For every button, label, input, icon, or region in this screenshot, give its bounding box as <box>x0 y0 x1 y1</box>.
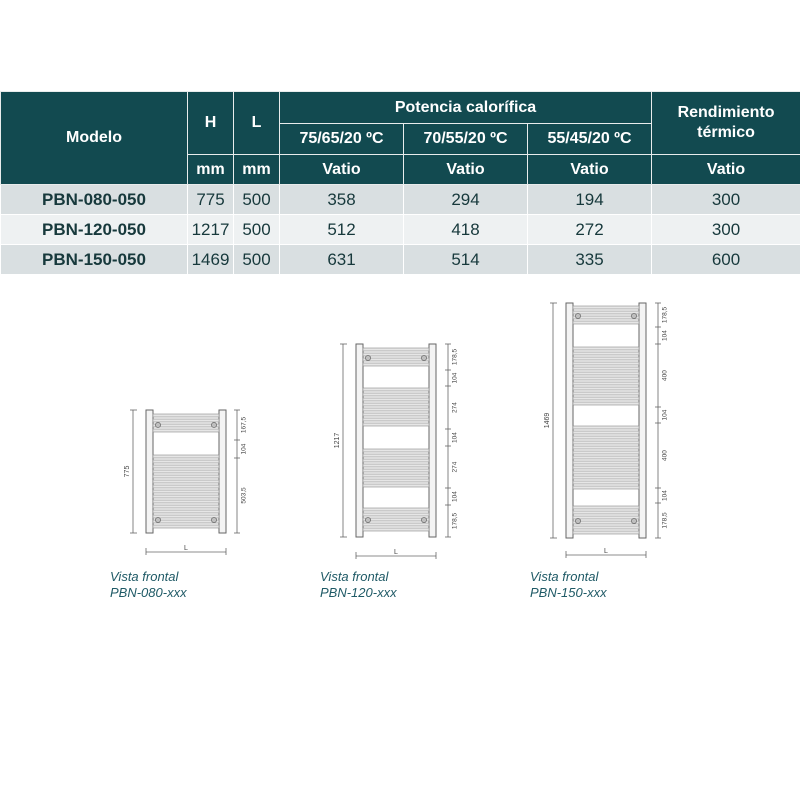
rung <box>153 500 219 503</box>
segment-label: 274 <box>451 402 459 413</box>
rung <box>153 525 219 528</box>
cell-h: 1217 <box>188 215 234 245</box>
left-collector <box>146 410 153 533</box>
rung <box>573 402 639 405</box>
rung <box>153 424 219 427</box>
rung <box>573 372 639 375</box>
width-label: L <box>394 549 398 556</box>
rung <box>363 474 429 477</box>
cell-l: 500 <box>234 245 280 275</box>
valve-icon <box>575 518 580 523</box>
cell-perf: 300 <box>652 215 800 245</box>
rung <box>573 387 639 390</box>
cell-p3: 194 <box>528 185 652 215</box>
header-l-unit: mm <box>234 155 280 185</box>
rung <box>573 466 639 469</box>
rung <box>573 451 639 454</box>
rung <box>153 505 219 508</box>
rung <box>573 321 639 324</box>
left-collector <box>356 344 363 537</box>
cell-p3: 272 <box>528 215 652 245</box>
caption-model: PBN-120-xxx <box>320 585 397 600</box>
cell-p1: 512 <box>280 215 404 245</box>
cell-l: 500 <box>234 215 280 245</box>
rung <box>573 481 639 484</box>
rung <box>153 510 219 513</box>
rung <box>363 358 429 361</box>
rung <box>153 480 219 483</box>
rung <box>573 506 639 509</box>
segment-label: 104 <box>451 372 459 384</box>
segment-label: 178,5 <box>451 348 459 366</box>
rung <box>573 446 639 449</box>
caption-model: PBN-080-xxx <box>110 585 187 600</box>
header-model: Modelo <box>1 92 188 185</box>
rung <box>363 518 429 521</box>
segment-label: 104 <box>451 491 459 502</box>
header-cond-55-45: 55/45/20 ºC <box>528 124 652 155</box>
rung <box>363 363 429 366</box>
cell-h: 775 <box>188 185 234 215</box>
rung <box>363 454 429 457</box>
rung <box>573 362 639 365</box>
caption-pbn-080 <box>110 569 187 601</box>
cell-model: PBN-120-050 <box>1 215 188 245</box>
rung <box>363 513 429 516</box>
rung <box>363 459 429 462</box>
cell-p1: 358 <box>280 185 404 215</box>
right-collector <box>429 344 436 537</box>
rung <box>573 486 639 489</box>
rung <box>153 465 219 468</box>
table-row <box>1 215 800 245</box>
rung <box>363 408 429 411</box>
segment-label: 178,5 <box>661 306 669 324</box>
valve-icon <box>365 355 370 360</box>
segment-label: 104 <box>451 432 459 443</box>
rung <box>153 470 219 473</box>
valve-icon <box>575 313 580 318</box>
rung <box>573 511 639 514</box>
rung <box>573 526 639 529</box>
cell-p2: 294 <box>404 185 528 215</box>
segment-label: 104 <box>661 409 669 421</box>
left-collector <box>566 303 573 538</box>
rung <box>363 418 429 421</box>
rung <box>573 521 639 524</box>
rung <box>363 398 429 401</box>
rung <box>573 426 639 429</box>
rung <box>153 490 219 493</box>
caption-title: Vista frontal <box>530 569 599 584</box>
cell-perf: 600 <box>652 245 800 275</box>
valve-icon <box>365 517 370 522</box>
rung <box>153 419 219 422</box>
rung <box>573 377 639 380</box>
valve-icon <box>421 517 426 522</box>
cell-model: PBN-150-050 <box>1 245 188 275</box>
rung <box>363 403 429 406</box>
segment-label: 178,5 <box>661 512 669 529</box>
rung <box>573 397 639 400</box>
rung <box>153 414 219 417</box>
rung <box>153 429 219 432</box>
caption-title: Vista frontal <box>320 569 389 584</box>
rung <box>363 479 429 482</box>
header-cond-70-55: 70/55/20 ºC <box>404 124 528 155</box>
header-h-unit: mm <box>188 155 234 185</box>
rung <box>573 352 639 355</box>
segment-label: 104 <box>661 330 669 341</box>
rung <box>573 531 639 534</box>
rung <box>363 423 429 426</box>
rung <box>573 461 639 464</box>
height-label: 775 <box>124 465 131 478</box>
header-p1-unit: Vatio <box>280 155 404 185</box>
rung <box>153 520 219 523</box>
rung <box>363 413 429 416</box>
rung <box>573 316 639 319</box>
drawing-pbn-150 <box>544 303 669 558</box>
header-perf-unit: Vatio <box>652 155 800 185</box>
right-collector <box>639 303 646 538</box>
rung <box>363 464 429 467</box>
height-label: 1217 <box>334 432 341 449</box>
width-label: L <box>184 545 188 552</box>
header-p2-unit: Vatio <box>404 155 528 185</box>
cell-p2: 514 <box>404 245 528 275</box>
height-label: 1469 <box>544 412 551 429</box>
segment-label: 400 <box>661 450 669 461</box>
rung <box>573 436 639 439</box>
rung <box>153 495 219 498</box>
rung <box>363 393 429 396</box>
header-h: H <box>188 92 234 155</box>
rung <box>573 476 639 479</box>
header-power-group: Potencia calorífica <box>280 92 652 124</box>
rung <box>573 382 639 385</box>
right-collector <box>219 410 226 533</box>
rung <box>363 508 429 511</box>
valve-icon <box>211 517 216 522</box>
rung <box>153 455 219 458</box>
caption-pbn-120 <box>320 569 397 601</box>
rung <box>363 469 429 472</box>
rung <box>153 485 219 488</box>
rung <box>363 348 429 351</box>
cell-p3: 335 <box>528 245 652 275</box>
rung <box>573 306 639 309</box>
rung <box>153 475 219 478</box>
rung <box>573 347 639 350</box>
drawing-pbn-120 <box>334 344 459 559</box>
cell-l: 500 <box>234 185 280 215</box>
rung <box>573 471 639 474</box>
rung <box>363 449 429 452</box>
header-p3-unit: Vatio <box>528 155 652 185</box>
table-row <box>1 245 800 275</box>
table-row <box>1 185 800 215</box>
segment-label: 400 <box>661 370 669 381</box>
rung <box>573 456 639 459</box>
valve-icon <box>155 517 160 522</box>
header-cond-75-65: 75/65/20 ºC <box>280 124 404 155</box>
drawing-pbn-080 <box>124 410 248 555</box>
cell-h: 1469 <box>188 245 234 275</box>
rung <box>363 353 429 356</box>
rung <box>573 392 639 395</box>
segment-label: 167,5 <box>240 416 248 434</box>
technical-drawings <box>0 290 800 610</box>
valve-icon <box>631 518 636 523</box>
rung <box>573 516 639 519</box>
rung <box>363 528 429 531</box>
segment-label: 274 <box>451 461 459 473</box>
rung <box>153 515 219 518</box>
cell-p2: 418 <box>404 215 528 245</box>
segment-label: 104 <box>661 490 669 501</box>
rung <box>573 431 639 434</box>
rung <box>573 367 639 370</box>
cell-p1: 631 <box>280 245 404 275</box>
rung <box>363 523 429 526</box>
rung <box>573 311 639 314</box>
rung <box>363 484 429 487</box>
rung <box>363 388 429 391</box>
valve-icon <box>155 422 160 427</box>
spec-table <box>0 91 800 275</box>
caption-title: Vista frontal <box>110 569 179 584</box>
cell-perf: 300 <box>652 185 800 215</box>
segment-label: 503,5 <box>240 487 248 504</box>
rung <box>573 357 639 360</box>
width-label: L <box>604 548 608 555</box>
valve-icon <box>421 355 426 360</box>
caption-model: PBN-150-xxx <box>530 585 607 600</box>
caption-pbn-150 <box>530 569 607 601</box>
header-performance: Rendimiento térmico <box>652 92 800 155</box>
rung <box>153 460 219 463</box>
segment-label: 104 <box>240 443 248 455</box>
rung <box>573 441 639 444</box>
cell-model: PBN-080-050 <box>1 185 188 215</box>
valve-icon <box>631 313 636 318</box>
segment-label: 178,5 <box>451 512 459 530</box>
valve-icon <box>211 422 216 427</box>
header-l: L <box>234 92 280 155</box>
